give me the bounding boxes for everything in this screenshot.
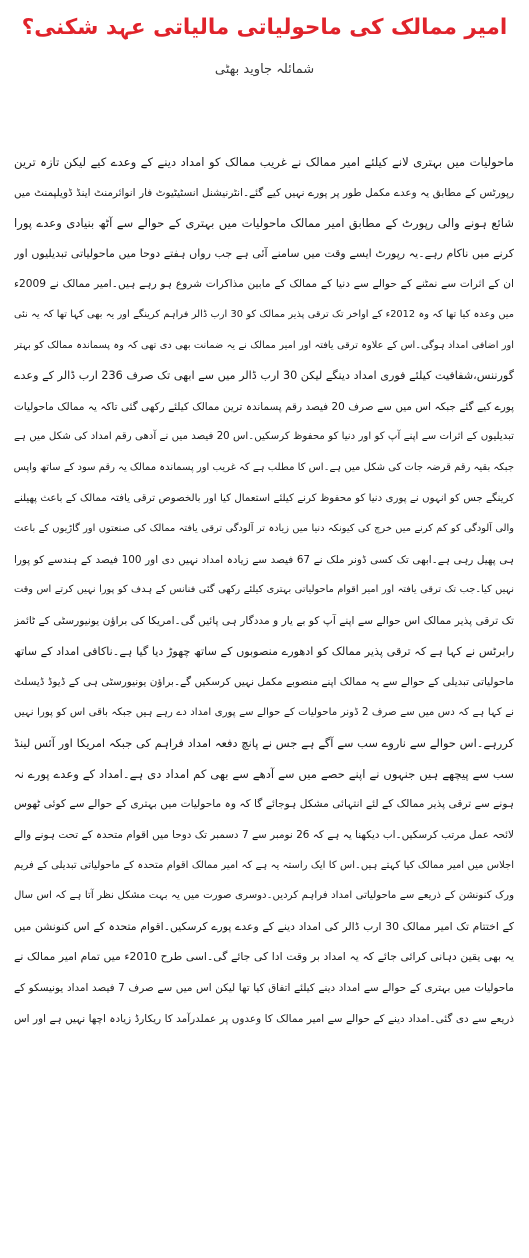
article-text-line: اجلاس میں امیر ممالک کیا کہتے ہیں۔اس کا ایک راستہ یہ ہے کہ امیر ممالک اقوام متحدہ کے ماحولیاتی تبدیلی کے فریم xyxy=(14,859,514,871)
article-text-line: نہیں کیا۔جب تک ترقی یافتہ اور امیر اقوام ماحولیاتی بہتری کیلئے رکھی گئی فنانس کے ہدف کو پورا نہیں کرتے اس وقت xyxy=(14,584,514,596)
article-text-line: یہ بھی یقین دہانی کرائی جائے کہ یہ امداد بر وقت ادا کی جائے گی۔اسی طرح 2010ء میں تمام امیر ممالک نے xyxy=(14,950,514,964)
article-text-line: پورے کیے گئے جبکہ اس میں سے صرف 20 فیصد رقم پسماندہ ترین ممالک کیلئے رکھی گئی تاکہ یہ ممالک ماحولیات xyxy=(14,400,514,413)
article-text-line: لائحہ عمل مرتب کرسکیں۔اب دیکھنا یہ ہے کہ 26 نومبر سے 7 دسمبر تک دوحا میں اقوام متحدہ کے تحت ہونے والے xyxy=(14,829,514,842)
article-text-line: کے اختتام تک امیر ممالک 30 ارب ڈالر کی امداد دینے کے وعدے پورے کرسکیں۔اقوام متحدہ کے اس کنونشن میں xyxy=(14,919,514,933)
article-text-line: ہونے سے ترقی پذیر ممالک کے لئے انتہائی مشکل ہوجائے گا کہ وہ ماحولیات میں بہتری کے حوالے سے کوئی ٹھوس xyxy=(14,798,514,811)
article-text-line: تبدیلیوں کے اثرات سے اپنے آپ کو اور دنیا کو محفوظ کرسکیں۔اس 20 فیصد میں نے آدھی رقم امداد کی شکل میں ہے xyxy=(14,431,514,443)
article-text-line: کررہے۔اس حوالے سے ناروے سب سے آگے ہے جس نے پانچ دفعہ امداد فراہم کی جبکہ امریکا اور آئس لینڈ xyxy=(14,736,514,751)
article-text-line: ورک کنونشن کے ذریعے سے ماحولیاتی امداد فراہم کردیں۔دوسری صورت میں یہ بہت مشکل نظر آتا ہے کہ اس سال xyxy=(14,890,514,902)
article-text-line: ہی پھیل رہی ہے۔ابھی تک کسی ڈونر ملک نے 67 فیصد سے زیادہ امداد نہیں دی اور 100 فیصد کے ہندسے کو پورا xyxy=(14,553,514,566)
article-text-line: شائع ہونے والی رپورٹ کے مطابق امیر ممالک ماحولیات میں بہتری کے حوالے سے آٹھ بنیادی وعدے پورا xyxy=(14,216,514,231)
article-body xyxy=(14,147,514,1034)
article-text-line: ذریعے سے دی گئی۔امداد دینے کے حوالے سے امیر ممالک کا وعدوں پر عملدرآمد کا ریکارڈ زیادہ اچھا نہیں ہے اور اس xyxy=(14,1012,514,1025)
article-text-line: ماحولیاتی تبدیلی کے حوالے سے یہ ممالک اپنے منصوبے مکمل نہیں کرسکیں گے۔براؤن یونیورسٹی ہی کے ڈیوڈ ڈیسلٹ xyxy=(14,676,514,689)
article-headline: امیر ممالک کی ماحولیاتی مالیاتی عہد شکنی؟ xyxy=(21,15,508,40)
article-author: شمائلہ جاوید بھٹی xyxy=(214,62,315,77)
article-text-line: رپورٹس کے مطابق یہ وعدے مکمل طور پر پورے نہیں کیے گئے۔انٹرنیشنل انسٹیٹیوٹ فار انوائرمنٹ اینڈ ڈویلپمنٹ میں xyxy=(14,186,514,199)
article-text-line: اور اضافی امداد ہوگی۔اس کے علاوہ ترقی یافتہ اور امیر ممالک نے یہ ضمانت بھی دی تھی کہ وہ پسماندہ ممالک کو بہتر xyxy=(14,339,514,351)
article-text-line: سب سے پیچھے ہیں جنہوں نے اپنے حصے میں سے آدھے سے بھی کم امداد دی ہے۔امداد کے وعدے پورے نہ xyxy=(14,766,514,781)
article-text-line: ماحولیات میں بہتری لانے کیلئے امیر ممالک نے غریب ممالک کو امداد دینے کے وعدے کیے لیکن تازہ ترین xyxy=(14,155,514,169)
article-text-line: جبکہ بقیہ رقم قرضہ جات کی شکل میں ہے۔اس کا مطلب ہے کہ غریب اور پسماندہ ممالک یہ رقم سود کے ساتھ واپس xyxy=(14,461,514,473)
article-text-line: والی آلودگی کو کم کرنے میں خرچ کی کیونکہ دنیا میں زیادہ تر آلودگی ترقی یافتہ ممالک کی صنعتوں اور گاڑیوں کے باعث xyxy=(14,523,514,535)
article-text-line: میں وعدہ کیا تھا کہ وہ 2012ء کے اواخر تک ترقی پذیر ممالک کو 30 ارب ڈالر فراہم کرینگے اور یہ بھی کہا تھا کہ یہ نئی xyxy=(14,308,514,320)
article-text-line: گورننس،شفافیت کیلئے فوری امداد دینگے لیکن 30 ارب ڈالر میں سے ابھی تک صرف 236 ارب ڈالر کے وعدے xyxy=(14,369,514,383)
article-text-line: رابرٹس نے کہا ہے کہ ترقی پذیر ممالک کو ادھورے منصوبوں کے ساتھ چھوڑ دیا گیا ہے۔ناکافی امداد کے ساتھ xyxy=(14,644,514,658)
article-text-line: ماحولیات میں بہتری کے حوالے سے امداد دینے کیلئے اتفاق کیا تھا لیکن اس میں سے صرف 7 فیصد امداد یونیسکو کے xyxy=(14,982,514,995)
article-text-line: کرینگے جس کو انہوں نے پوری دنیا کو محفوظ کرنے کیلئے استعمال کیا اور بالخصوص ترقی یافتہ ممالک کے باعث پھیلنے xyxy=(14,492,514,504)
article-text-line: نے کہا ہے کہ دس میں سے صرف 2 ڈونر ماحولیات کے حوالے سے پوری امداد دے رہے ہیں جبکہ باقی اس کو پورا نہیں xyxy=(14,706,514,718)
article-text-line: تک ترقی پذیر ممالک اس حوالے سے اپنے آپ کو بے یار و مددگار ہی پائیں گی۔امریکا کی براؤن یونیورسٹی کے ٹائمز xyxy=(14,614,514,627)
article-text-line: ان کے اثرات سے نمٹنے کے حوالے سے دنیا کے ممالک کے مابین مذاکرات شروع ہو رہے ہیں۔امیر ممالک نے 2009ء xyxy=(14,278,514,291)
article-text-line: کرنے میں ناکام رہے۔یہ رپورٹ ایسے وقت میں سامنے آئی ہے جب رواں ہفتے دوحا میں ماحولیاتی تبدیلیوں اور xyxy=(14,246,514,260)
